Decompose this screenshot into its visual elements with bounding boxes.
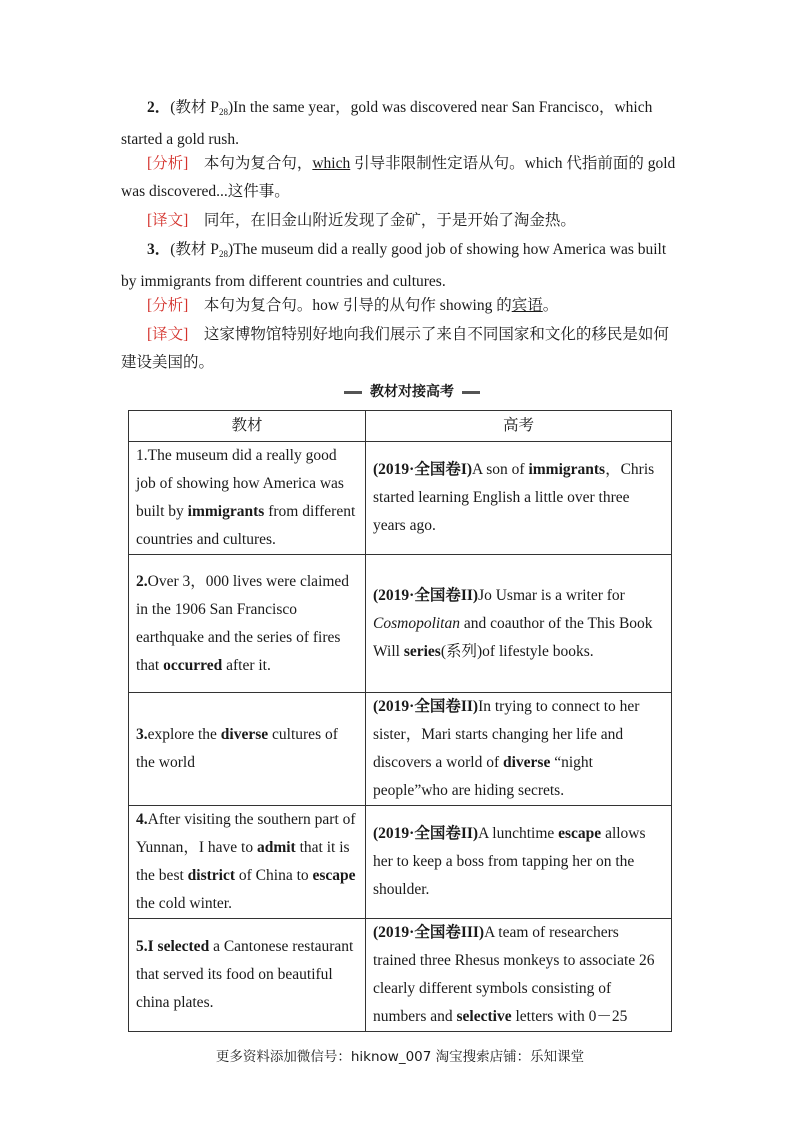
source-ref: (教材 $P_{28}$) (170, 241, 234, 259)
text-run: that it is the best (136, 839, 350, 884)
item2-translation: [译文] 同年，在旧金山附近发现了金矿，于是开始了淘金热。 (147, 212, 576, 229)
text-run: In trying to connect to her sister，Mari starts changing her life and discovers a world of (373, 698, 640, 771)
banner-rule-right (462, 391, 480, 394)
textbook-cell (129, 919, 366, 1032)
bold-text-run: 5.I (136, 938, 158, 955)
bold-text-run: 3. (136, 726, 148, 743)
table-row (129, 555, 672, 693)
banner-title: 教材对接高考 (370, 384, 454, 400)
gaokao-cell (366, 693, 672, 806)
bold-text-run: selected (157, 938, 210, 955)
text-run: 1.The museum did a really good job of showing how America was built by (136, 447, 344, 520)
analysis-label: [分析] (147, 297, 189, 314)
gaokao-cell (366, 919, 672, 1032)
item3-analysis: [分析] 本句为复合句。how 引导的从句作 showing 的宾语。 (147, 297, 559, 314)
text-run: and coauthor of the This Book Will (373, 614, 653, 660)
bold-text-run: series (403, 642, 441, 660)
text-run: “night people”who are hiding secrets. (373, 754, 593, 799)
item-number: 3． (147, 241, 171, 258)
bold-text-run: admit (256, 839, 296, 856)
text-run: a Cantonese restaurant that served its food on beautiful china plates. (136, 938, 354, 1011)
text-run: Over 3，000 lives were claimed in the 1906 San Francisco earthquake and the series of fires that (136, 572, 350, 674)
text-run: cultures of the world (136, 726, 338, 771)
comparison-table (128, 410, 672, 1032)
text-run: (系列)of lifestyle books. (440, 642, 594, 660)
bold-text-run: escape (558, 825, 602, 842)
bold-text-run: 4. (136, 811, 148, 828)
item3-translation: [译文] 这家博物馆特别好地向我们展示了来自不同国家和文化的移民是如何建设美国的。 (121, 326, 669, 371)
source-ref: (教材 $P_{28}$) (170, 99, 234, 117)
bold-text-run: (2019·全国卷II) (373, 825, 479, 842)
translation-label: [译文] (147, 326, 189, 343)
text-run: letters with 0－25 (511, 1008, 628, 1025)
bold-text-run: immigrants (187, 503, 265, 520)
item-number: 2． (147, 99, 171, 116)
textbook-cell (129, 555, 366, 693)
item3-sentence (121, 236, 681, 296)
analysis-label: [分析] (147, 155, 189, 172)
bold-text-run: (2019·全国卷I) (373, 461, 473, 478)
table-row (129, 442, 672, 555)
bold-text-run: (2019·全国卷II) (373, 586, 479, 604)
italic-text-run: Cosmopolitan (373, 614, 460, 632)
gaokao-cell (366, 806, 672, 919)
gaokao-cell (366, 442, 672, 555)
text-run: the cold winter. (136, 895, 232, 912)
textbook-cell (129, 806, 366, 919)
header-gaokao: 高考 (366, 411, 672, 442)
underlined-term: which (312, 155, 351, 172)
header-textbook: 教材 (129, 411, 366, 442)
table-row (129, 693, 672, 806)
banner-rule-left (344, 391, 362, 394)
textbook-cell (129, 442, 366, 555)
bold-text-run: immigrants (528, 461, 606, 478)
section-banner (344, 381, 480, 403)
example-sentence: In the same year，gold was discovered near San Francisco，which started a gold rush. (121, 99, 653, 148)
text-run: ，Chris started learning English a little over three years ago. (373, 461, 655, 534)
bold-text-run: occurred (163, 656, 223, 674)
text-run: A lunchtime (478, 825, 559, 842)
text-run: After visiting the southern part of Yunnan，I have to (136, 811, 356, 856)
table-row (129, 806, 672, 919)
translation-label: [译文] (147, 212, 189, 229)
example-sentence: The museum did a really good job of showing how America was built by immigrants from different countries and cultures. (121, 241, 667, 290)
textbook-cell (129, 693, 366, 806)
bold-text-run: 2. (136, 572, 148, 590)
bold-text-run: escape (312, 867, 356, 884)
bold-text-run: diverse (220, 726, 269, 743)
table-header-row (129, 411, 672, 442)
item2-sentence (121, 94, 681, 154)
text-run: of China to (235, 867, 313, 884)
bold-text-run: (2019·全国卷III) (373, 924, 485, 941)
text-run: A team of researchers trained three Rhesus monkeys to associate 26 clearly different symbols consisting of numbers and (373, 924, 655, 1025)
text-run: explore the (147, 726, 221, 743)
bold-text-run: (2019·全国卷II) (373, 698, 479, 715)
text-run: A son of (472, 461, 529, 478)
item2-analysis: [分析] 本句为复合句，which 引导非限制性定语从句。which 代指前面的 gold was discovered...这件事。 (121, 155, 676, 200)
text-run: Jo Usmar is a writer for (478, 586, 625, 604)
table-row (129, 919, 672, 1032)
text-run: allows her to keep a boss from tapping her on the shoulder. (373, 825, 646, 898)
text-run: after it. (222, 656, 271, 674)
bold-text-run: district (187, 867, 236, 884)
footer-note: 更多资料添加微信号：hiknow_007 淘宝搜索店铺：乐知课堂 (215, 1049, 585, 1065)
underlined-term: 宾语 (511, 297, 543, 314)
bold-text-run: selective (456, 1008, 512, 1025)
gaokao-cell (366, 555, 672, 693)
bold-text-run: diverse (503, 754, 551, 771)
text-run: from different countries and cultures. (136, 503, 356, 548)
